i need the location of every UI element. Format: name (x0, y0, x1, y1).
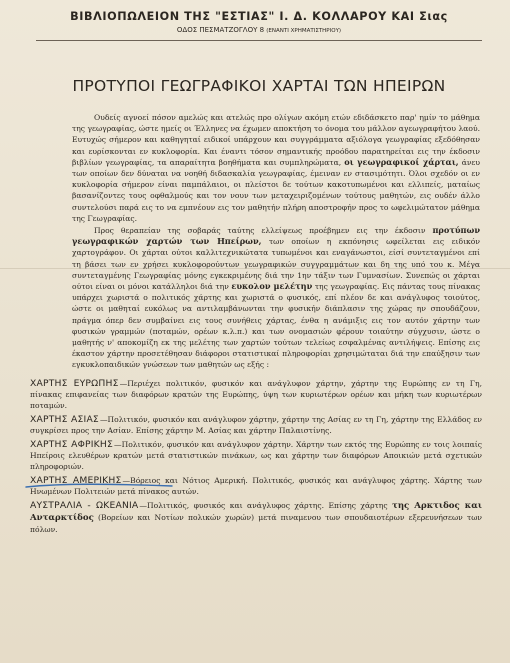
paragraph-offer-text-2: των οποίων η εκπόνησις ωφείλεται εις ειδικόν χαρτογράφον. Οι χάρται ούτοι καλλιτεχνικώτατα τυπωμένοι και εναγάνωστοι, είσί συντεταγμένοι επί τη βάσει των εν χρήσει κυκλοφορούντων γεωγραφικών συγγραμμάτων και δη της υπό του κ. Μέγα συντεταγμένης Γεωγραφίας μόνης εγκεκριμένης διά την 1ην τάξιν των Γυμνασίων. Συνεπώς οι χάρται ούτοι είναι οι μόνοι κατάλληλοι διά την (72, 237, 480, 292)
paragraph-intro (72, 112, 480, 224)
map-item-name: ΧΑΡΤΗΣ ΕΥΡΩΠΗΣ (30, 377, 119, 389)
map-item-desc: Πολιτικόν, φυσικόν και ανάγλυφον χάρτην. Χάρτην των εκτός της Ευρώπης εν τοις λοιπαίς Ηπείροις ελευθέρων κρατών μετά στατιστικών πινάκων, ως και χάρτην των διαφόρων Αποικιών μετά σχετικών πληροφοριών. (30, 439, 483, 471)
map-item-desc: Πολιτικόν, φυσικόν και ανάγλυφον χάρτην, χάρτην της Ασίας εν τη Γη, χάρτην της Ελλάδος εν συγκρίσει προς την Ασίαν. Επίσης χάρτην Μ. Ασίας και χάρτην Παλαιστίνης. (30, 414, 483, 435)
map-item-name: ΑΥΣΤΡΑΛΙΑ - ΩΚΕΑΝΙΑ (30, 499, 139, 511)
header-rule (36, 40, 482, 41)
map-item-australia: ΑΥΣΤΡΑΛΙΑ - ΩΚΕΑΝΙΑ—Πολιτικός, φυσικός και ανάγλυφος χάρτης. Επίσης χάρτης της Αρκτιδος και Ανταρκτίδος (Βορείων και Νοτίων πολικών χωρών) μετά πιναμενου των σπουδαιοτέρων εξερευνήσεων των πόλων. (30, 499, 482, 534)
map-item-america: ΧΑΡΤΗΣ ΑΜΕΡΙΚΗΣ—Βόρειος και Νότιος Αμερική. Πολιτικός, φυσικός και ανάγλυφος χάρτης. Χάρτης των Ηνωμένων Πολιτειών μετά πίνακος αυτών. (30, 474, 482, 496)
paper-fold-line (0, 268, 510, 269)
paragraph-offer-bold-2: ευκολον μελέτην (231, 281, 313, 292)
pen-underline-mark (24, 481, 174, 491)
map-item-name: ΧΑΡΤΗΣ ΑΣΙΑΣ (30, 413, 99, 425)
map-item-africa: ΧΑΡΤΗΣ ΑΦΡΙΚΗΣ—Πολιτικόν, φυσικόν και ανάγλυφον χάρτην. Χάρτην των εκτός της Ευρώπης εν τοις λοιπαίς Ηπείροις ελευθέρων κρατών μετά στατιστικών πινάκων, ως και χάρτην των διαφόρων Αποικιών μετά σχετικών πληροφοριών. (30, 438, 483, 471)
map-item-desc: Περιέχει πολιτικόν, φυσικόν και ανάγλυφον χάρτην, χάρτην της Ευρώπης εν τη Γη, πίνακας επιφανείας των διαφόρων κρατών της Ευρώπης, ύψη των κυριωτέρων ορέων και μήκη των κυριωτέρων ποταμών. (30, 378, 482, 410)
paragraph-offer-text-1: Προς θεραπείαν της σοβαράς ταύτης ελλείψεως προέβημεν εις την έκδοσιν (94, 226, 426, 236)
map-item-europe: ΧΑΡΤΗΣ ΕΥΡΩΠΗΣ—Περιέχει πολιτικόν, φυσικόν και ανάγλυφον χάρτην, χάρτην της Ευρώπης εν τη Γη, πίνακας επιφανείας των διαφόρων κρατών της Ευρώπης, ύψη των κυριωτέρων ορέων και μήκη των κυριωτέρων ποταμών. (30, 377, 482, 410)
publisher-name: ΒΙΒΛΙΟΠΩΛΕΙΟΝ ΤΗΣ "ΕΣΤΙΑΣ" Ι. Δ. ΚΟΛΛΑΡΟΥ ΚΑΙ Σιας (70, 10, 448, 23)
paragraph-intro-text-1: Ουδείς αγνοεί πόσον αμελώς και ατελώς προ ολίγων ακόμη ετών εδιδάσκετο παρ' ημίν το μάθημα της γεωγραφίας, ώστε ημείς οι Έλληνες να έχωμεν αποκτήση το όνομα του μάλλον αγεωγραφήτου λαού. Ευτυχώς σήμερον και καθηγηταί ειδικοί υπάρχουν και συγγράμματα αξιόλογα γεωγραφίας εξεδόθησαν και ευρίσκονται εν κυκλοφορία. Και έναντι τόσον σημαντικής προόδου παρατηρείται εις την έκδοσιν βιβλίων γεωγραφίας, τα απαραίτητα βοηθήματα και συμπληρώματα, (72, 113, 480, 167)
map-item-desc: Βόρειος και Νότιος Αμερική. Πολιτικός, φυσικός και ανάγλυφος χάρτης. Χάρτης των Ηνωμένων Πολιτειών μετά πίνακος αυτών. (30, 475, 482, 496)
map-list (30, 378, 482, 535)
address-street: ΟΔΟΣ ΠΕΣΜΑΤΖΟΓΛΟΥ 8 (176, 26, 265, 34)
map-item-tail: (Βορείων και Νοτίων πολικών χωρών) μετά πιναμενου των σπουδαιοτέρων εξερευνήσεων των πόλων. (30, 512, 482, 534)
map-item-bold: της Αρκτιδος και Ανταρκτίδος (30, 500, 482, 523)
map-item-asia: ΧΑΡΤΗΣ ΑΣΙΑΣ—Πολιτικόν, φυσικόν και ανάγλυφον χάρτην, χάρτην της Ασίας εν τη Γη, χάρτην της Ελλάδος εν συγκρίσει προς την Ασίαν. Επίσης χάρτην Μ. Ασίας και χάρτην Παλαιστίνης. (30, 413, 483, 435)
paragraph-intro-bold-1: οι γεωγραφικοί χάρται, (344, 156, 459, 167)
address-note: (ΕΝΑΝΤΙ ΧΡΗΜΑΤΙΣΤΗΡΙΟΥ) (266, 28, 342, 34)
map-item-desc: Πολιτικός, φυσικός και ανάγλυφος χάρτης. Επίσης χάρτης (147, 500, 388, 510)
document-title: ΠΡΟΤΥΠΟΙ ΓΕΩΓΡΑΦΙΚΟΙ ΧΑΡΤΑΙ ΤΩΝ ΗΠΕΙΡΩΝ (72, 77, 446, 95)
publisher-address (30, 26, 488, 34)
map-item-name: ΧΑΡΤΗΣ ΑΜΕΡΙΚΗΣ (30, 474, 122, 486)
paragraph-offer-bold-1: προτύπων γεωγραφικών χαρτών των Ηπείρων, (72, 225, 480, 247)
paragraph-intro-text-2: άνευ των οποίων δεν δύναται να νοηθή διδασκαλία γεωγραφίας, έμειναν εν στασιμότητι. Όλοι σχεδόν οι εν κυκλοφορία σήμερον είναι παμπάλαιοι, οι πλείστοι δε τούτων κακοτυπωμένοι και ελλιπείς, ματαίως βασανίζοντες τους οφθαλμούς και τον νουν των μεταχειριζομένων τούτους μαθητών, εις ουδέν άλλο συντελούσι παρά εις το να εμπνέουν εις τον μαθητήν πλήρη αποστροφήν προς το ωφελιμώτατον μάθημα της Γεωγραφίας. (72, 157, 480, 223)
paragraph-offer (72, 225, 480, 371)
map-item-name: ΧΑΡΤΗΣ ΑΦΡΙΚΗΣ (30, 438, 113, 450)
paragraph-offer-text-3: της γεωγραφίας. Εις πάντας τους πίνακας υπάρχει χωριστά ο πολιτικός χάρτης και χωριστά ο φυσικός, επί πλέον δε και ανάγλυφος τοιούτος, ώστε οι μαθηταί ευκόλως να αντιλαμβάνωνται την φυσικήν διάπλασιν της χώρας ην σπουδάζουν, πράγμα όπερ δεν συμβαίνει εις τους συνήθεις χάρτας, ένθα η ανάμιξις εις τον αυτόν χάρτην των φυσικών γραμμών (ποταμών, ορέων κ.λ.π.) και των ονομασιών φέρουν τοιαύτην σύγχυσιν, ώστε ο μαθητής ν' αποκομίζη εκ της μελέτης των χαρτών τούτων τελείως εσφαλμένας αντιλήψεις. Επίσης εις έκαστον χάρτην προσετέθησαν διάφοροι στατιστικαί πληροφορίαι χρησιμώταται διά την επαύξησιν των εγκυκλοπαιδικών γνώσεων των μαθητών ως εξής : (72, 282, 481, 370)
